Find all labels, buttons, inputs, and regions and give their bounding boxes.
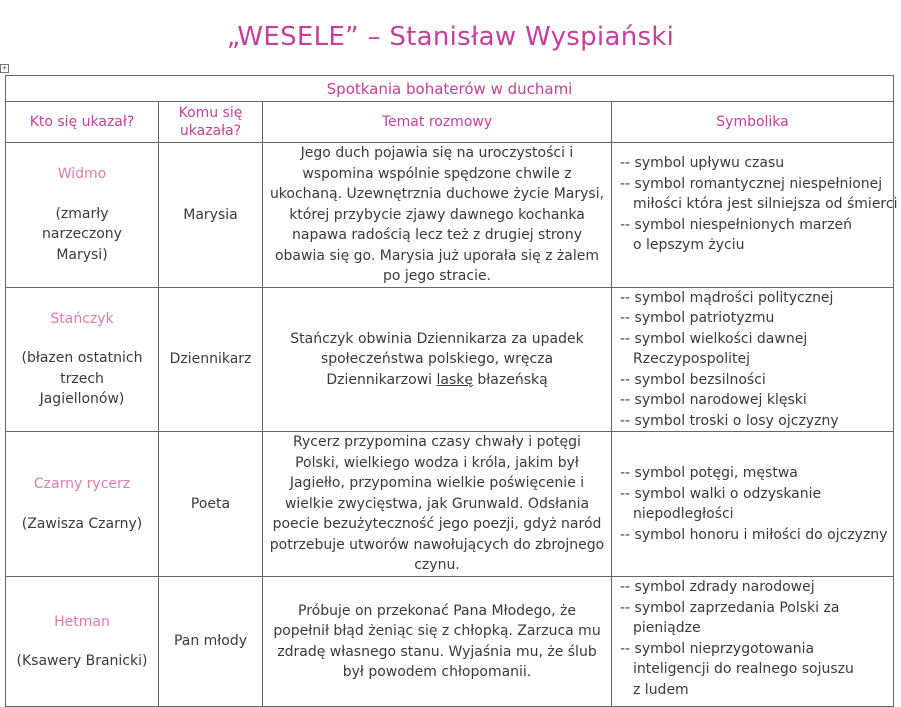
symbol-line: -- symbol wielkości dawnej — [620, 330, 808, 347]
cell-who — [6, 432, 159, 577]
symbol-line: -- symbol patriotyzmu — [620, 310, 775, 326]
topic-underlined-word: laskę — [436, 371, 473, 388]
table-caption: Spotkania bohaterów w duchami — [6, 76, 894, 102]
symbol-line: -- symbol upływu czasu — [620, 155, 785, 171]
ghost-description: (błazen ostatnich trzech Jagiellonów) — [21, 350, 143, 408]
header-topic: Temat rozmowy — [263, 102, 612, 143]
cell-to-whom: Pan młody — [159, 577, 263, 707]
cell-to-whom: Marysia — [159, 143, 263, 288]
ghost-name: Hetman — [54, 613, 110, 630]
symbol-line: -- symbol mądrości politycznej — [620, 289, 834, 306]
symbol-line: -- symbol zaprzedania Polski za — [620, 599, 840, 616]
table-row — [6, 577, 894, 707]
ghost-meetings-table — [5, 75, 898, 707]
symbol-line: -- symbol walki o odzyskanie — [620, 485, 822, 502]
cell-to-whom: Dziennikarz — [159, 287, 263, 432]
symbol-line: -- symbol potęgi, męstwa — [620, 465, 798, 481]
symbol-line: Rzeczypospolitej — [633, 351, 750, 367]
ghost-name: Widmo — [57, 166, 107, 183]
ghost-description: (Ksawery Branicki) — [16, 653, 148, 669]
symbol-line: -- symbol romantycznej niespełnionej — [620, 175, 883, 192]
cell-symbolism — [612, 287, 894, 432]
topic-text-end: błazeńską — [472, 371, 548, 388]
symbol-line: niepodległości — [633, 506, 734, 522]
cell-who — [6, 577, 159, 707]
cell-symbolism — [612, 577, 894, 707]
symbol-line: -- symbol troski o losy ojczyzny — [620, 412, 839, 429]
header-to-whom: Komu się ukazała? — [159, 102, 263, 143]
symbol-line: miłości która jest silniejsza od śmierci — [633, 196, 898, 212]
ghost-name: Stańczyk — [50, 310, 114, 327]
header-row — [6, 102, 894, 143]
table-row — [6, 287, 894, 432]
page-title: „WESELE” – Stanisław Wyspiański — [226, 22, 675, 52]
symbol-line: z ludem — [633, 681, 689, 698]
ghost-name: Czarny rycerz — [33, 476, 131, 492]
symbol-line: pieniądze — [633, 620, 701, 636]
cell-topic — [263, 287, 612, 432]
symbol-line: -- symbol honoru i miłości do ojczyzny — [620, 526, 888, 543]
cell-symbolism — [612, 432, 894, 577]
symbol-line: inteligencji do realnego sojuszu — [633, 661, 854, 677]
symbol-line: -- symbol zdrady narodowej — [620, 579, 815, 595]
cell-who — [6, 287, 159, 432]
header-symbolism: Symbolika — [612, 102, 894, 143]
cell-topic: Rycerz przypomina czasy chwały i potęgi Polski, wielkiego wodza i króla, jakim był Jagiełło, przypomina wielkie poświęcenie i wielkie zwycięstwa, jak Grunwald. Odsłania poecie bezużyteczność jego poezji, gdyż naród potrzebuje utworów nawołujących do zbrojnego czynu. — [263, 432, 612, 577]
topic-text: Stańczyk obwinia Dziennikarza za upadek społeczeństwa polskiego, wręcza Dziennikarzowi — [290, 330, 584, 388]
symbol-line: -- symbol bezsilności — [620, 371, 766, 388]
cell-topic: Próbuje on przekonać Pana Młodego, że popełnił błąd żeniąc się z chłopką. Zarzuca mu zdradę własnego stanu. Wyjaśnia mu, że ślub był powodem chłopomanii. — [263, 577, 612, 707]
symbol-line: -- symbol narodowej klęski — [620, 392, 807, 408]
header-who: Kto się ukazał? — [6, 102, 159, 143]
symbol-line: -- symbol nieprzygotowania — [620, 640, 815, 657]
table-row — [6, 432, 894, 577]
symbol-line: -- symbol niespełnionych marzeń — [620, 216, 853, 233]
table-anchor-icon[interactable]: + — [1, 64, 8, 72]
cell-symbolism — [612, 143, 898, 288]
cell-to-whom: Poeta — [159, 432, 263, 577]
table-row — [6, 143, 894, 288]
cell-who — [6, 143, 159, 288]
ghost-description: (zmarły narzeczony Marysi) — [42, 205, 122, 263]
symbol-line: o lepszym życiu — [633, 237, 745, 253]
cell-topic: Jego duch pojawia się na uroczystości i wspomina wspólnie spędzone chwile z ukochaną. Uzewnętrznia duchowe życie Marysi, której przybycie zjawy dawnego kochanka napawa radością lecz też z drugiej strony obawia się go. Marysia już uporała się z żalem po jego stracie. — [263, 143, 612, 288]
ghost-description: (Zawisza Czarny) — [21, 515, 143, 532]
